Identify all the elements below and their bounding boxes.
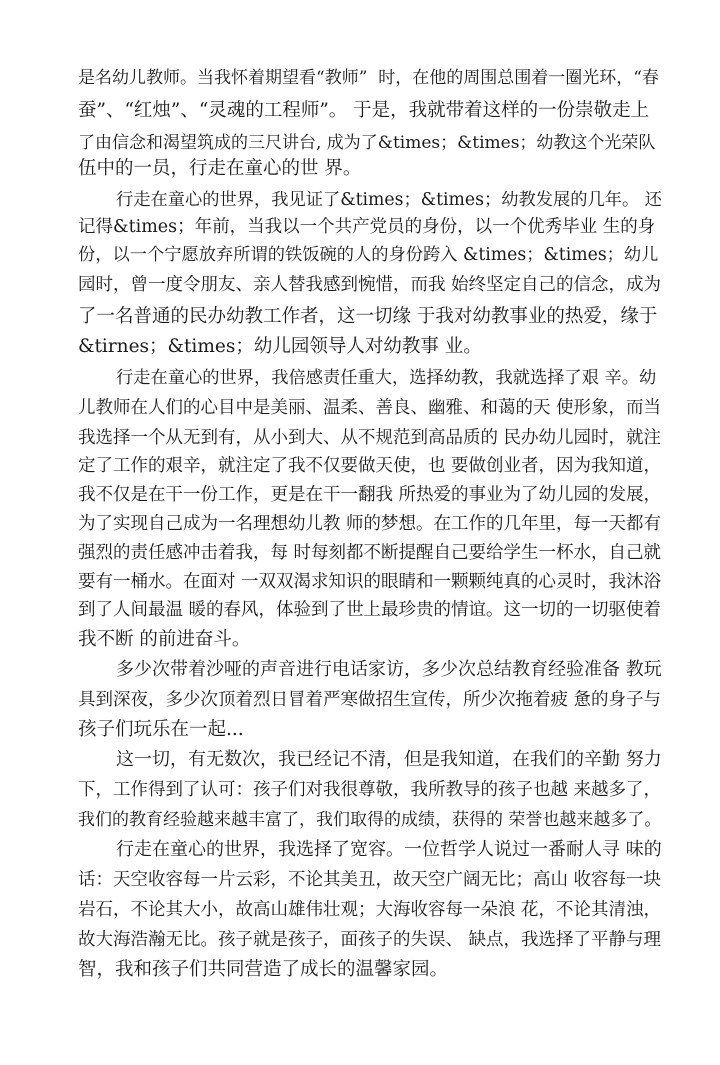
- text-line: &tirnes；&times；幼儿园领导人对幼教事 业。: [78, 336, 482, 357]
- text-line: 行走在童心的世界，我选择了宽容。一位哲学人说过一番耐人寻 味的: [116, 839, 662, 860]
- text-line: 智，我和孩子们共同营造了成长的温馨家园。: [78, 959, 449, 980]
- text-line: 儿教师在人们的心目中是美丽、温柔、善良、幽雅、和蔼的天 使形象，而当: [78, 398, 662, 418]
- text-line: 下，工作得到了认可：孩子们对我很尊敬，我所教导的孩子也越 来越多了，: [78, 780, 662, 800]
- text-line: 蚕”、“红烛”、“灵魂的工程师”。 于是，我就带着这样的一份崇敬走上: [78, 100, 650, 121]
- text-line: 了一名普通的民办幼教工作者，这一切缘 于我对幼教事业的热爱，缘于: [78, 306, 658, 327]
- text-line: 行走在童心的世界，我倍感责任重大，选择幼教，我就选择了艰 辛。幼: [116, 368, 657, 388]
- text-line: 要有一桶水。在面对 一双双渴求知识的眼睛和一颗颗纯真的心灵时，我沐浴: [78, 572, 662, 592]
- text-line: 孩子们玩乐在一起...: [78, 719, 244, 740]
- text-line: 行走在童心的世界，我见证了&times；&times；幼教发展的几年。 还: [116, 190, 662, 210]
- text-line: 我不断 的前进奋斗。: [78, 629, 251, 650]
- text-line: 具到深夜，多少次顶着烈日冒着严寒做招生宣传，所少次拖着疲 惫的身子与: [78, 690, 662, 710]
- text-line: 话：天空收容每一片云彩，不论其美丑，故天空广阔无比；高山 收容每一块: [78, 870, 662, 890]
- text-line: 到了人间最温 暖的春风，体验到了世上最珍贵的情谊。这一切的一切驱使着: [78, 600, 662, 620]
- text-line: 份，以一个宁愿放弃所谓的铁饭碗的人的身份跨入 &times；&times；幼儿: [78, 245, 659, 265]
- text-line: 我们的教育经验越来越丰富了，我们取得的成绩，获得的 荣誉也越来越多了。: [78, 810, 662, 830]
- text-line: 园时，曾一度令朋友、亲人替我感到惋惜，而我 始终坚定自己的信念，成为: [78, 275, 662, 295]
- text-line: 我不仅是在干一份工作，更是在干一翻我 所热爱的事业为了幼儿园的发展，: [78, 485, 662, 505]
- text-line: 伍中的一员，行走在童心的世 界。: [78, 158, 362, 179]
- text-line: 为了实现自己成为一名理想幼儿教 师的梦想。在工作的几年里，每一天都有: [78, 514, 662, 534]
- text-line: 这一切，有无数次，我已经记不清，但是我知道，在我们的辛勤 努力: [116, 749, 662, 770]
- text-line: 故大海浩瀚无比。孩子就是孩子，面孩子的失误、 缺点，我选择了平静与理: [78, 930, 662, 950]
- text-line: 多少次带着沙哑的声音进行电话家访，多少次总结教育经验准备 教玩: [116, 659, 662, 680]
- text-line: 了由信念和渴望筑成的三尺讲台, 成为了&times；&times；幼教这个光荣队: [78, 133, 656, 153]
- text-line: 定了工作的艰辛，就注定了我不仅要做天使，也 要做创业者，因为我知道，: [78, 456, 662, 476]
- text-line: 是名幼儿教师。当我怀着期望看“教师” 时，在他的周围总围着一圈光环，“春: [78, 68, 659, 88]
- text-line: 岩石，不论其大小，故高山雄伟壮观；大海收容每一朵浪 花，不论其清浊，: [78, 900, 662, 920]
- text-line: 强烈的责任感冲击着我，每 时每刻都不断提醒自己要给学生一杯水，自己就: [78, 543, 662, 563]
- text-line: 记得&times；年前，当我以一个共产党员的身份，以一个优秀毕业 生的身: [78, 217, 656, 237]
- text-line: 我选择一个从无到有，从小到大、从不规范到高品质的 民办幼儿园时，就注: [78, 428, 662, 448]
